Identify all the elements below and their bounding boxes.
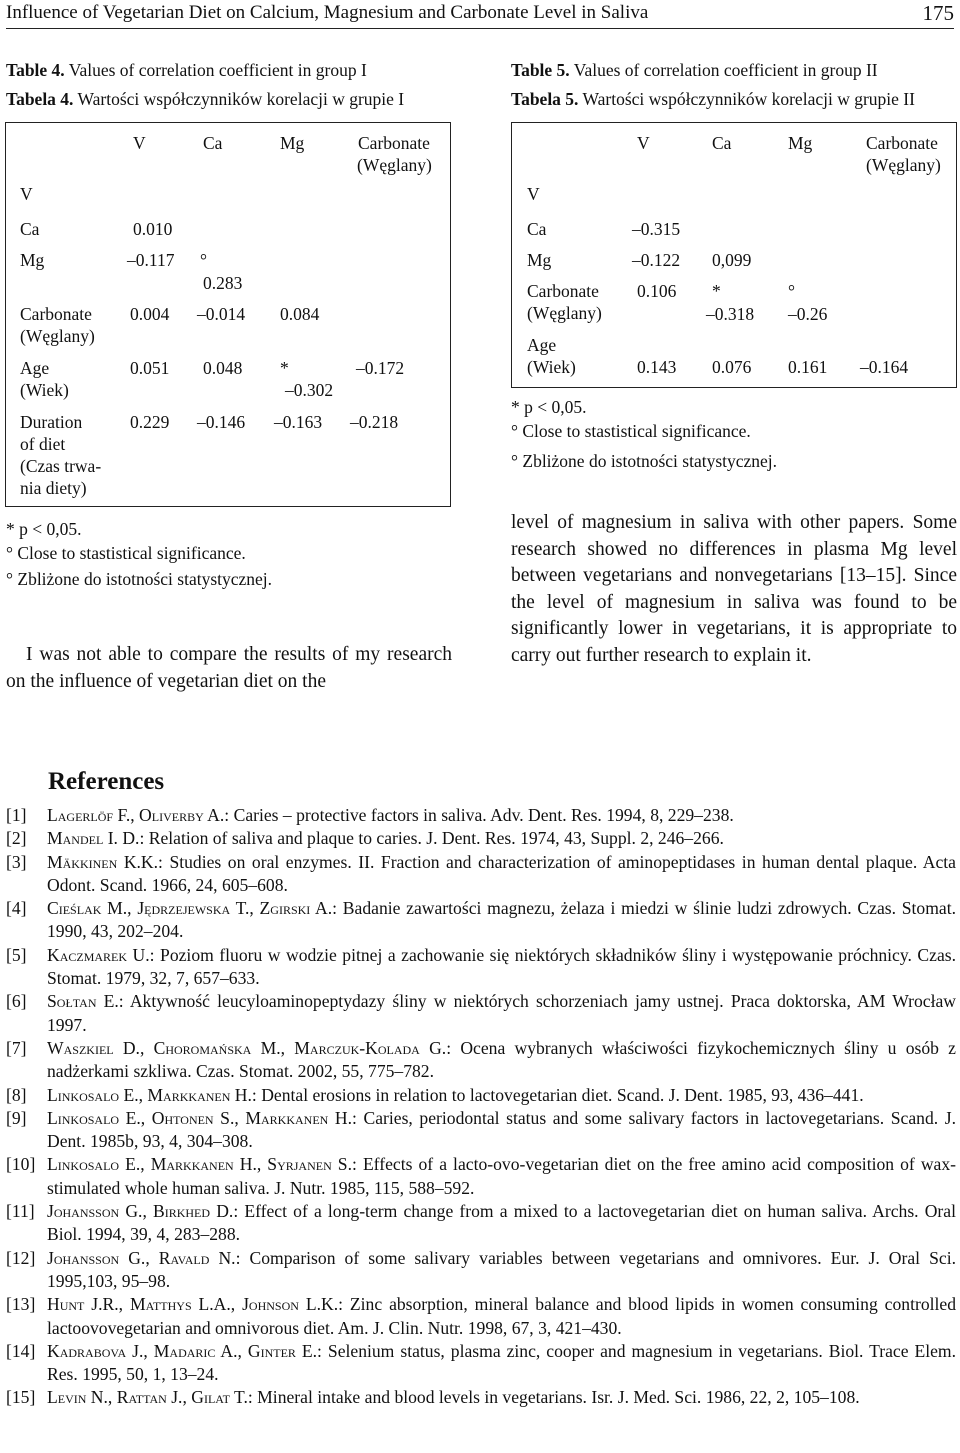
- table4-cell-age-mg: –0.302: [285, 380, 334, 400]
- reference-details: : Poziom fluoru w wodzie pitnej a zachowanie się niektórych składników śliny i występowanie próchnicy. Czas. Stomat. 1979, 32, 7, 657–633.: [47, 944, 957, 989]
- table4-row-label-nia-diety: nia diety): [20, 478, 87, 498]
- reference-text: [47, 897, 956, 944]
- table4-caption-pl-label: Tabela 4.: [6, 89, 74, 109]
- table5-cell-age-ca: 0.076: [712, 357, 752, 377]
- table5-cell-carb-v: 0.106: [637, 281, 677, 301]
- reference-text: [47, 1107, 956, 1154]
- reference-text: [47, 851, 956, 898]
- reference-details: : Caries, periodontal status and some salivary factors in lactovegetarians. Scand. J. Dent. 1985b, 93, 4, 304–308.: [47, 1107, 956, 1152]
- reference-item: [6, 944, 956, 991]
- reference-authors: Johansson G., Birkhed D.: [47, 1201, 234, 1222]
- reference-authors: Waszkiel D., Choromańska M., Marczuk-Kolada G.: [47, 1037, 447, 1058]
- table4-caption-text: Values of correlation coefficient in group I: [68, 60, 367, 80]
- reference-authors: Kaczmarek U.: [47, 944, 150, 965]
- reference-details: : Effects of a lacto-ovo-vegetarian diet on the free amino acid composition of wax-stimulated whole human saliva. J. Nutr. 1985, 115, 588–592.: [47, 1154, 956, 1198]
- table4-caption-label: Table 4.: [6, 60, 65, 80]
- table5-header-ca: Ca: [712, 133, 732, 153]
- reference-authors: Sołtan E.: [47, 991, 119, 1012]
- table4-row-label-weglany: (Węglany): [20, 326, 95, 346]
- table5-cell-age-v: 0.143: [637, 357, 677, 377]
- table5-cell-carb-mg-mark: °: [788, 281, 795, 301]
- table4-row-label-of-diet: of diet: [20, 434, 66, 454]
- table4-cell-mg-ca-mark: °: [200, 250, 207, 270]
- table5-cell-age-mg: 0.161: [788, 357, 828, 377]
- table4-cell-dur-ca: –0.146: [197, 412, 246, 432]
- reference-text: [47, 944, 956, 991]
- reference-details: : Aktywność leucyloaminopeptydazy śliny w niektórych schorzeniach jamy ustnej. Praca doktorska, AM Wrocław 1997.: [47, 991, 956, 1035]
- reference-details: : Zinc absorption, mineral balance and blood lipids in women consuming controlled lactoovovegetarian and omnivorous diet. Am. J. Clin. Nutr. 1998, 67, 3, 421–430.: [47, 1294, 957, 1338]
- table5-caption: [511, 56, 878, 85]
- table4-cell-carb-ca: –0.014: [197, 304, 246, 324]
- reference-number: [12]: [6, 1247, 36, 1268]
- table5-cell-carb-ca: –0.318: [706, 304, 755, 324]
- table4-caption-pl: [6, 85, 404, 114]
- reference-details: : Comparison of some salivary variables between vegetarians and omnivores. Eur. J. Oral Sci. 1995,103, 95–98.: [47, 1247, 956, 1291]
- reference-item: [6, 897, 956, 944]
- reference-text: [47, 1293, 956, 1340]
- table5-caption-label: Table 5.: [511, 60, 570, 80]
- reference-text: [47, 1386, 956, 1409]
- table5-row-label-age: Age: [527, 335, 557, 355]
- reference-number: [11]: [6, 1201, 35, 1222]
- references-heading: References: [48, 768, 165, 795]
- reference-item: [6, 827, 956, 850]
- table5-row-label-weglany: (Węglany): [527, 303, 602, 323]
- table5-note-close-pl: ° Zbliżone do istotności statystycznej.: [511, 451, 778, 471]
- table5-row-label-wiek: (Wiek): [527, 357, 576, 377]
- reference-number: [10]: [6, 1154, 36, 1175]
- reference-authors: Cieślak M., Jędrzejewska T., Zgirski A.: [47, 898, 333, 919]
- table5-row-label-ca: Ca: [527, 219, 547, 239]
- table4-row-label-age: Age: [20, 358, 50, 378]
- table4-row-label-duration: Duration: [20, 412, 83, 432]
- table4-caption: [6, 56, 367, 85]
- table5-cell-carb-mg: –0.26: [788, 304, 828, 324]
- table5-caption-pl: [511, 85, 915, 114]
- reference-item: [6, 1153, 956, 1200]
- table4-cell-mg-v: –0.117: [127, 250, 175, 270]
- table4-cell-age-carb: –0.172: [356, 358, 405, 378]
- reference-details: : Relation of saliva and plaque to caries. J. Dent. Res. 1974, 43, Suppl. 2, 246–266.: [139, 828, 724, 849]
- reference-item: [6, 851, 956, 898]
- table5-header-mg: Mg: [788, 133, 813, 153]
- reference-authors: Lagerlöf F., Oliverby A.: [47, 805, 225, 825]
- table5-cell-mg-ca: 0,099: [712, 250, 752, 270]
- table5-row-label-carbonate: Carbonate: [527, 281, 599, 301]
- reference-number: [7]: [6, 1037, 27, 1058]
- reference-number: [4]: [6, 898, 27, 919]
- reference-text: [47, 1084, 956, 1107]
- references-list: [6, 804, 956, 1410]
- reference-item: [6, 1340, 956, 1387]
- table4-note-close-pl: ° Zbliżone do istotności statystycznej.: [6, 569, 273, 589]
- reference-number: [1]: [6, 805, 27, 825]
- reference-number: [8]: [6, 1084, 27, 1105]
- reference-number: [14]: [6, 1340, 36, 1361]
- reference-text: [47, 1340, 956, 1387]
- reference-authors: Johansson G., Ravald N.: [47, 1247, 236, 1268]
- table4-row-label-czas: (Czas trwa-: [20, 456, 102, 476]
- table5-cell-carb-ca-mark: *: [712, 281, 721, 301]
- reference-details: : Badanie zawartości magnezu, żelaza i miedzi w ślinie ludzi zdrowych. Czas. Stomat. 1990, 43, 202–204.: [47, 898, 956, 942]
- table5-cell-age-carb: –0.164: [860, 357, 909, 377]
- reference-item: [6, 1037, 956, 1084]
- reference-number: [3]: [6, 851, 27, 872]
- table4-header-ca: Ca: [203, 133, 223, 153]
- reference-item: [6, 1200, 956, 1247]
- reference-authors: Levin N., Rattan J., Gilat T.: [47, 1387, 248, 1408]
- left-paragraph: I was not able to compare the results of my research on the influence of vegetarian diet on the: [6, 644, 452, 692]
- reference-authors: Mandel I. D.: [47, 828, 140, 849]
- table4-cell-age-ca: 0.048: [203, 358, 243, 378]
- reference-item: [6, 1247, 956, 1294]
- table5-row-label-mg: Mg: [527, 250, 552, 270]
- reference-number: [9]: [6, 1107, 27, 1128]
- table5-caption-pl-label: Tabela 5.: [511, 89, 579, 109]
- table5-header-v: V: [637, 133, 650, 153]
- table4-cell-age-v: 0.051: [130, 358, 170, 378]
- reference-number: [6]: [6, 991, 27, 1012]
- reference-authors: Linkosalo E., Markkanen H., Syrjanen S.: [47, 1154, 352, 1175]
- table5-cell-ca-v: –0.315: [632, 219, 681, 239]
- running-title: Influence of Vegetarian Diet on Calcium, Magnesium and Carbonate Level in Saliva: [6, 2, 649, 23]
- table4-row-label-carbonate: Carbonate: [20, 304, 92, 324]
- table4-note-close: ° Close to stastistical significance.: [6, 543, 246, 563]
- reference-number: [5]: [6, 944, 27, 965]
- reference-authors: Linkosalo E., Ohtonen S., Markkanen H.: [47, 1107, 353, 1128]
- reference-text: [47, 990, 956, 1037]
- reference-text: [47, 1037, 956, 1084]
- table5-caption-pl-text: Wartości współczynników korelacji w grupie II: [582, 89, 915, 109]
- reference-authors: Hunt J.R., Matthys L.A., Johnson L.K.: [47, 1294, 339, 1315]
- reference-number: [2]: [6, 828, 27, 849]
- table5-note-significance: * p < 0,05.: [511, 397, 587, 417]
- table5-note-close: ° Close to stastistical significance.: [511, 421, 751, 441]
- reference-details: : Ocena wybranych właściwości fizykochemicznych śliny u osób z nadżerkami szkliwa. Czas. Stomat. 2002, 55, 775–782.: [47, 1037, 956, 1082]
- reference-authors: Kadrabova J., Madaric A., Ginter E.: [47, 1340, 318, 1361]
- reference-item: [6, 1293, 956, 1340]
- reference-text: [47, 1200, 956, 1247]
- reference-details: : Caries – protective factors in saliva. Adv. Dent. Res. 1994, 8, 229–238.: [224, 805, 734, 825]
- reference-number: [15]: [6, 1387, 36, 1408]
- reference-authors: Linkosalo E., Markkanen H.: [47, 1084, 252, 1105]
- reference-item: [6, 1386, 956, 1409]
- table5-header-carbonate: Carbonate: [866, 133, 938, 153]
- table4-cell-carb-v: 0.004: [130, 304, 170, 324]
- table4-header-carbonate: Carbonate: [358, 133, 430, 153]
- table5-header-weglany: (Węglany): [866, 155, 941, 175]
- table5-row-label-v: V: [527, 184, 540, 204]
- table5-caption-text: Values of correlation coefficient in group II: [573, 60, 878, 80]
- reference-details: : Effect of a long-term change from a mixed to a lactovegetarian diet on human saliva. Archs. Oral Biol. 1994, 39, 4, 283–288.: [47, 1201, 956, 1245]
- table4-caption-pl-text: Wartości współczynników korelacji w grupie I: [77, 89, 405, 109]
- page-number: 175: [922, 1, 954, 25]
- reference-item: [6, 1084, 956, 1107]
- running-head: [6, 0, 954, 29]
- table4-note-significance: * p < 0,05.: [6, 519, 82, 539]
- table4-row-label-ca: Ca: [20, 219, 40, 239]
- reference-details: : Dental erosions in relation to lactovegetarian diet. Scand. J. Dent. 1985, 93, 436–441.: [251, 1084, 864, 1105]
- table4-cell-dur-v: 0.229: [130, 412, 170, 432]
- reference-text: [47, 804, 956, 827]
- table4-cell-mg-ca: 0.283: [203, 273, 243, 293]
- table4-cell-dur-carb: –0.218: [350, 412, 399, 432]
- table4-cell-carb-mg: 0.084: [280, 304, 320, 324]
- table4-header-v: V: [133, 133, 146, 153]
- reference-text: [47, 1153, 956, 1200]
- table4-header-weglany: (Węglany): [357, 155, 432, 175]
- reference-item: [6, 804, 956, 827]
- table4-cell-ca-v: 0.010: [133, 219, 173, 239]
- reference-number: [13]: [6, 1294, 36, 1315]
- reference-details: : Mineral intake and blood levels in vegetarians. Isr. J. Med. Sci. 1986, 22, 2, 105–108.: [247, 1387, 860, 1408]
- reference-item: [6, 1107, 956, 1154]
- reference-details: : Studies on oral enzymes. II. Fraction and characterization of aminopeptidases in human dental plaque. Acta Odont. Scand. 1966, 24, 605–608.: [47, 851, 956, 895]
- table4-row-label-mg: Mg: [20, 250, 45, 270]
- reference-text: [47, 1247, 956, 1294]
- reference-authors: Mäkkinen K.K.: [47, 851, 159, 872]
- right-paragraph: level of magnesium in saliva with other papers. Some research showed no differences in plasma Mg level between vegetarians and nonvegetarians [13–15]. Since the level of magnesium in saliva was found to be significantly lower in vegetarians, it is appropriate to carry out further research to explain it.: [511, 512, 957, 666]
- table4-header-mg: Mg: [280, 133, 305, 153]
- table4-row-label-wiek: (Wiek): [20, 380, 69, 400]
- table5-cell-mg-v: –0.122: [632, 250, 681, 270]
- reference-text: [47, 827, 956, 850]
- reference-item: [6, 990, 956, 1037]
- table4-cell-age-mg-mark: *: [280, 358, 289, 378]
- table4-row-label-v: V: [20, 184, 33, 204]
- table4-cell-dur-mg: –0.163: [274, 412, 323, 432]
- reference-details: : Selenium status, plasma zinc, cooper and magnesium in vegetarians. Biol. Trace Elem. Res. 1995, 50, 1, 13–24.: [47, 1340, 957, 1385]
